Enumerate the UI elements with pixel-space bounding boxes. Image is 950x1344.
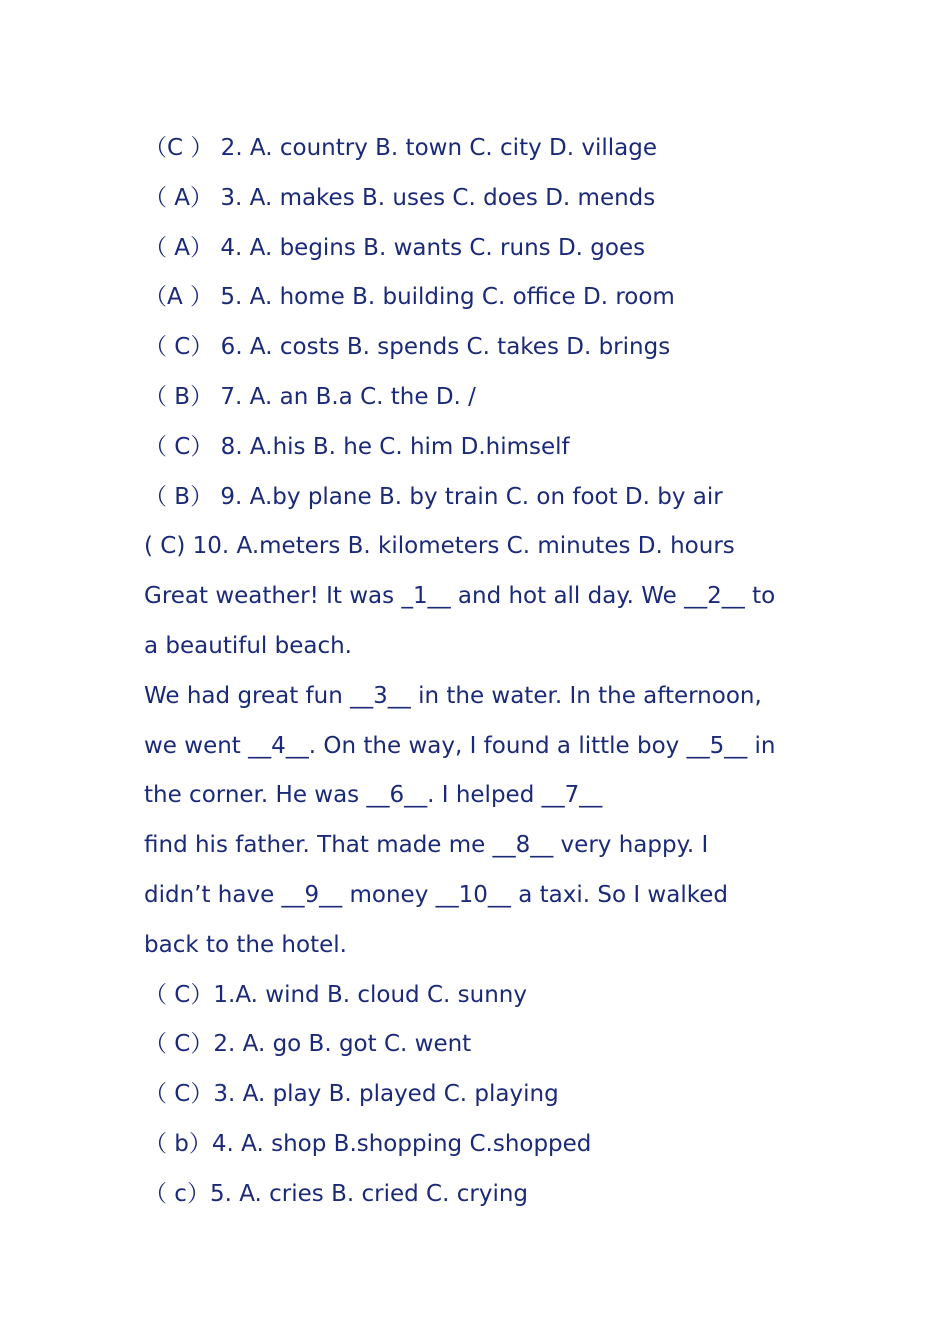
answer-line-2: （ C）2. A. go B. got C. went: [144, 1031, 472, 1058]
passage-line: we went __4__. On the way, I found a little boy __5__ in: [144, 732, 776, 759]
passage-line: Great weather! It was _1__ and hot all day. We __2__ to: [144, 583, 776, 610]
answer-line-8: （ C） 8. A.his B. he C. him D.himself: [144, 433, 570, 460]
answer-line-7: （ B） 7. A. an B.a C. the D. /: [144, 383, 476, 410]
answer-line-9: （ B） 9. A.by plane B. by train C. on foot D. by air: [144, 483, 723, 510]
answer-line-3: （ C）3. A. play B. played C. playing: [144, 1081, 559, 1108]
passage-line: the corner. He was __6__. I helped __7__: [144, 782, 603, 809]
document-body: [144, 124, 824, 1220]
answer-line-4: （ b）4. A. shop B.shopping C.shopped: [144, 1130, 592, 1157]
passage-line: didn’t have __9__ money __10__ a taxi. So I walked: [144, 881, 728, 908]
answer-line-5: （A ） 5. A. home B. building C. office D. room: [144, 284, 675, 311]
answer-line-5: （ c）5. A. cries B. cried C. crying: [144, 1180, 529, 1207]
answer-line-2: （C ） 2. A. country B. town C. city D. village: [144, 135, 657, 161]
passage-line: back to the hotel.: [144, 931, 347, 958]
answer-line-1: （ C）1.A. wind B. cloud C. sunny: [144, 981, 527, 1008]
passage-line: find his father. That made me __8__ very happy. I: [144, 832, 709, 859]
answer-line-10: ( C) 10. A.meters B. kilometers C. minutes D. hours: [144, 533, 735, 560]
passage-line: We had great fun __3__ in the water. In the afternoon,: [144, 682, 762, 709]
passage-line: a beautiful beach.: [144, 632, 352, 659]
answer-line-6: （ C） 6. A. costs B. spends C. takes D. brings: [144, 334, 671, 361]
answer-line-4: （ A） 4. A. begins B. wants C. runs D. goes: [144, 234, 646, 261]
answer-line-3: （ A） 3. A. makes B. uses C. does D. mends: [144, 184, 656, 211]
